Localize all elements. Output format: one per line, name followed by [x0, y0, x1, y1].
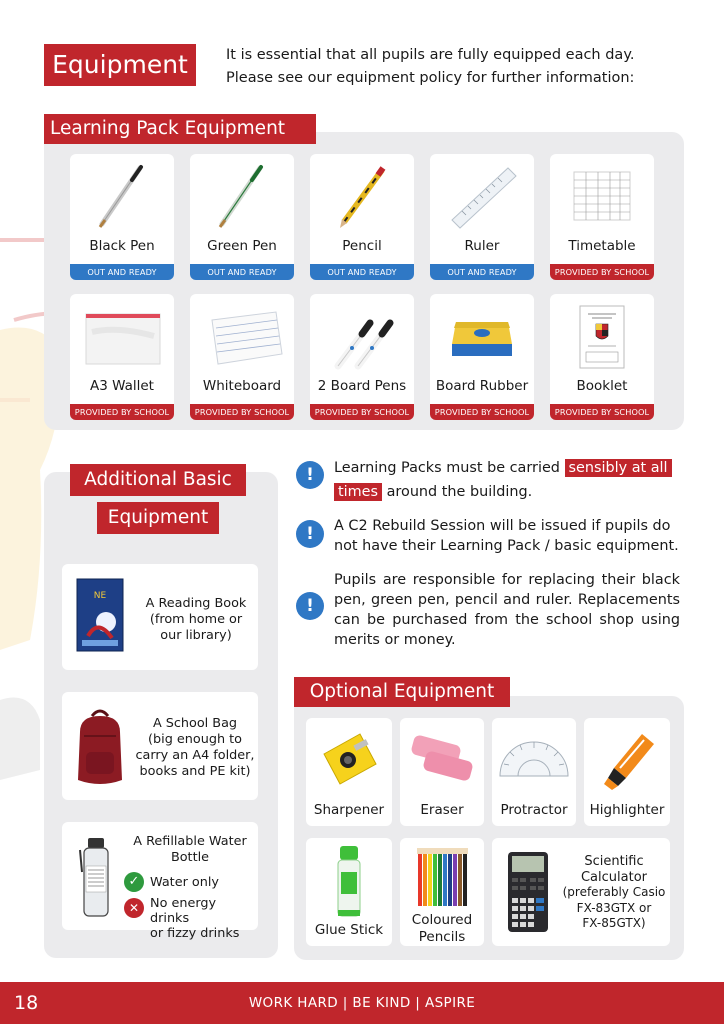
text-line: (from home or: [149, 612, 243, 627]
text-line: Bottle: [170, 850, 210, 865]
card-board-pens: [310, 294, 414, 420]
note-replacements: Pupils are responsible for replacing their black pen, green pen, pencil and ruler. Replacements can be purchased from the school shop using merits or money.: [334, 572, 680, 648]
item-label: Whiteboard: [202, 378, 282, 394]
additional-basic-heading-2: Equipment: [97, 502, 219, 534]
card-timetable: [550, 154, 654, 280]
calculator-icon: [506, 850, 550, 934]
card-booklet: [550, 294, 654, 420]
ruler-icon: [438, 162, 526, 230]
timetable-icon: [558, 162, 646, 230]
text-line: Coloured: [411, 912, 473, 928]
item-label: A3 Wallet: [90, 378, 154, 394]
item-label: Highlighter: [589, 802, 665, 818]
calculator-card: [492, 838, 670, 946]
text-line: FX-83GTX or: [576, 900, 652, 915]
page-title: Equipment: [44, 44, 196, 86]
highlighter-icon: [592, 724, 662, 794]
board-pens-icon: [318, 302, 406, 370]
coloured-pencils-label: [400, 912, 484, 946]
backpack-icon: [70, 706, 130, 788]
bottle-icon: [76, 836, 116, 920]
card-board-rubber: [430, 294, 534, 420]
status-band: PROVIDED BY SCHOOL: [70, 404, 174, 420]
intro-line-2: Please see our equipment policy for further information:: [226, 70, 635, 86]
text-line: Scientific: [584, 854, 644, 869]
text-line: Pencils: [418, 929, 466, 945]
card-pencil: [310, 154, 414, 280]
text-line: Calculator: [580, 869, 647, 885]
item-label: Timetable: [568, 238, 636, 254]
item-label: Glue Stick: [314, 922, 384, 938]
card-ruler: [430, 154, 534, 280]
item-label: Black Pen: [89, 238, 155, 254]
text-line: or fizzy drinks: [150, 926, 240, 941]
school-motto: WORK HARD | BE KIND | ASPIRE: [248, 995, 476, 1011]
item-label: Board Rubber: [435, 378, 529, 394]
pencil-icon: [318, 162, 406, 230]
water-bottle-title: [122, 834, 258, 866]
eraser-icon: [406, 726, 478, 790]
school-bag-card: [62, 692, 258, 800]
text-line: FX-85GTX): [582, 916, 646, 930]
card-green-pen: [190, 154, 294, 280]
wallet-icon: [78, 302, 166, 370]
status-band: PROVIDED BY SCHOOL: [550, 264, 654, 280]
item-label: Protractor: [500, 802, 568, 818]
card-black-pen: [70, 154, 174, 280]
intro-line-1: It is essential that all pupils are fully equipped each day.: [226, 47, 635, 63]
status-band: PROVIDED BY SCHOOL: [190, 404, 294, 420]
item-label: 2 Board Pens: [317, 378, 407, 394]
booklet-icon: [558, 302, 646, 370]
exclamation-icon: !: [296, 520, 324, 548]
learning-pack-heading: Learning Pack Equipment: [44, 114, 316, 144]
protractor-icon: [496, 730, 572, 782]
sharpener-icon: [314, 724, 384, 792]
eraser-card: [400, 718, 484, 826]
text-line: carry an A4 folder,: [135, 748, 255, 763]
water-only-text: Water only: [150, 875, 219, 890]
school-bag-text: [132, 716, 258, 780]
status-band: PROVIDED BY SCHOOL: [550, 404, 654, 420]
text-line: (big enough to: [148, 732, 242, 747]
coloured-pencils-card: [400, 838, 484, 946]
note-highlight: times: [334, 483, 382, 501]
cross-icon: ✕: [124, 898, 144, 918]
item-label: Booklet: [576, 378, 628, 394]
card-a3-wallet: [70, 294, 174, 420]
note-carry-sensibly: [334, 456, 686, 504]
pen-icon: [78, 162, 166, 230]
text-line: A Refillable Water: [133, 834, 247, 849]
highlighter-card: [584, 718, 670, 826]
intro-text: [226, 44, 634, 90]
sharpener-card: [306, 718, 392, 826]
note-text: Learning Packs must be carried: [334, 460, 560, 476]
text-line: our library): [160, 628, 232, 643]
protractor-card: [492, 718, 576, 826]
calculator-label: [558, 854, 670, 932]
text-line: No energy drinks: [150, 896, 217, 926]
pen-icon: [198, 162, 286, 230]
board-rubber-icon: [438, 302, 526, 370]
card-whiteboard: [190, 294, 294, 420]
whiteboard-icon: [198, 302, 286, 370]
status-band: OUT AND READY: [310, 264, 414, 280]
text-line: (preferably Casio: [562, 885, 666, 899]
footer: [0, 982, 724, 1024]
coloured-pencils-icon: [414, 844, 470, 908]
page-number: 18: [14, 992, 39, 1014]
text-line: books and PE kit): [139, 764, 251, 779]
status-band: PROVIDED BY SCHOOL: [310, 404, 414, 420]
check-icon: ✓: [124, 872, 144, 892]
note-highlight: sensibly at all: [565, 459, 672, 477]
svg-text:NE: NE: [93, 591, 107, 601]
status-band: OUT AND READY: [430, 264, 534, 280]
text-line: A School Bag: [152, 716, 238, 731]
glue-stick-card: [306, 838, 392, 946]
text-line: A Reading Book: [145, 596, 247, 611]
status-band: OUT AND READY: [190, 264, 294, 280]
item-label: Ruler: [464, 238, 500, 254]
note-text: around the building.: [386, 484, 533, 500]
exclamation-icon: !: [296, 592, 324, 620]
item-label: Green Pen: [207, 238, 277, 254]
no-drinks-text: [150, 896, 258, 941]
book-icon: [76, 578, 124, 652]
item-label: Pencil: [342, 238, 382, 254]
glue-stick-icon: [332, 844, 366, 920]
reading-book-text: [134, 596, 258, 644]
exclamation-icon: !: [296, 461, 324, 489]
note-rebuild-session: A C2 Rebuild Session will be issued if pupils do not have their Learning Pack / basic equipment.: [334, 518, 679, 554]
reading-book-card: [62, 564, 258, 670]
item-label: Sharpener: [313, 802, 385, 818]
water-bottle-card: [62, 822, 258, 941]
optional-heading: Optional Equipment: [294, 677, 510, 707]
item-label: Eraser: [420, 802, 464, 818]
status-band: OUT AND READY: [70, 264, 174, 280]
additional-basic-heading: Additional Basic: [70, 464, 246, 496]
status-band: PROVIDED BY SCHOOL: [430, 404, 534, 420]
